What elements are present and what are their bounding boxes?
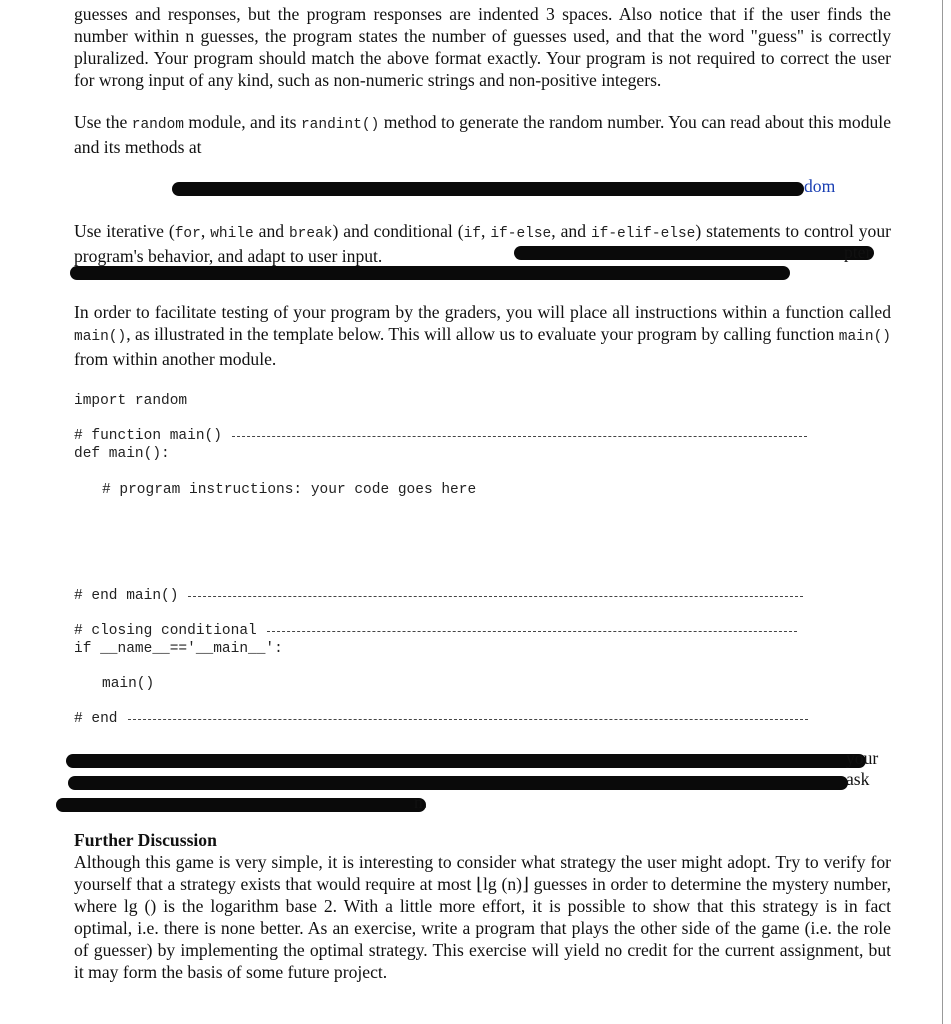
code-random: random: [131, 117, 184, 133]
link-fragment: dom: [804, 176, 836, 196]
text-fragment: pter: [844, 242, 872, 262]
code-template: [74, 392, 891, 728]
dashed-rule: [128, 719, 808, 720]
redaction-bar: [70, 266, 790, 280]
redaction-bar: [68, 776, 848, 790]
code-fn-comment: # function main(): [74, 427, 891, 445]
dashed-rule: [267, 631, 797, 632]
redaction-bar: [514, 246, 874, 260]
paragraph-control-statements: Use iterative (for, while and break) and conditional (if, if-else, and if-elif-else) statements to control your program's behavior, and adapt to user input. pter: [74, 220, 891, 267]
code-end-main: # end main(): [74, 587, 891, 605]
code-def: def main():: [74, 446, 170, 462]
redacted-paragraph: [74, 748, 891, 816]
dashed-rule: [188, 596, 803, 597]
code-randint: randint(): [300, 117, 380, 133]
code-body-comment: # program instructions: your code goes here: [102, 482, 477, 498]
text-fragment: n.: [414, 792, 428, 812]
code-call-main: main(): [102, 676, 155, 692]
dashed-rule: [232, 436, 807, 437]
paragraph-random-module: Use the random module, and its randint() method to generate the random number. You can read about this module and its methods at: [74, 112, 892, 157]
text-fragment: ask: [846, 769, 870, 789]
paragraph-further-discussion: Although this game is very simple, it is interesting to consider what strategy the user might adopt. Try to verify for yourself that a strategy exists that would require at most ⌊lg (n)⌋ guesses in order to determine the mystery number, where lg () is the logarithm base 2. With a little more effort, it is possible to show that this strategy is in fact optimal, i.e. there is none better. As an exercise, write a program that plays the other side of the game (i.e. the role of guesser) by implementing the optimal strategy. This exercise will yield no credit for the current assignment, but it may form the basis of some future project.: [74, 852, 891, 982]
redaction-bar: [66, 754, 866, 768]
text-fragment: your: [846, 748, 879, 768]
code-closing: # closing conditional: [74, 622, 891, 640]
paragraph-output-format: guesses and responses, but the program responses are indented 3 spaces. Also notice that if the user finds the number within n guesses, the program states the number of guesses used, and that the word "guess" is correctly pluralized. Your program should match the above format exactly. Your program is not required to correct the user for wrong input of any kind, such as non-numeric strings and non-positive integers.: [74, 4, 891, 90]
redaction-bar: [56, 798, 426, 812]
code-end: # end: [74, 710, 891, 728]
redaction-bar: [172, 182, 804, 196]
section-heading-further-discussion: Further Discussion: [74, 830, 217, 850]
paragraph-main-function: In order to facilitate testing of your program by the graders, you will place all instructions within a function called main(), as illustrated in the template below. This will allow us to evaluate your program by calling function main() from within another module.: [74, 302, 891, 369]
code-import: import random: [74, 393, 188, 409]
redacted-link: [74, 176, 891, 202]
code-if-line: if __name__=='__main__':: [74, 641, 283, 657]
